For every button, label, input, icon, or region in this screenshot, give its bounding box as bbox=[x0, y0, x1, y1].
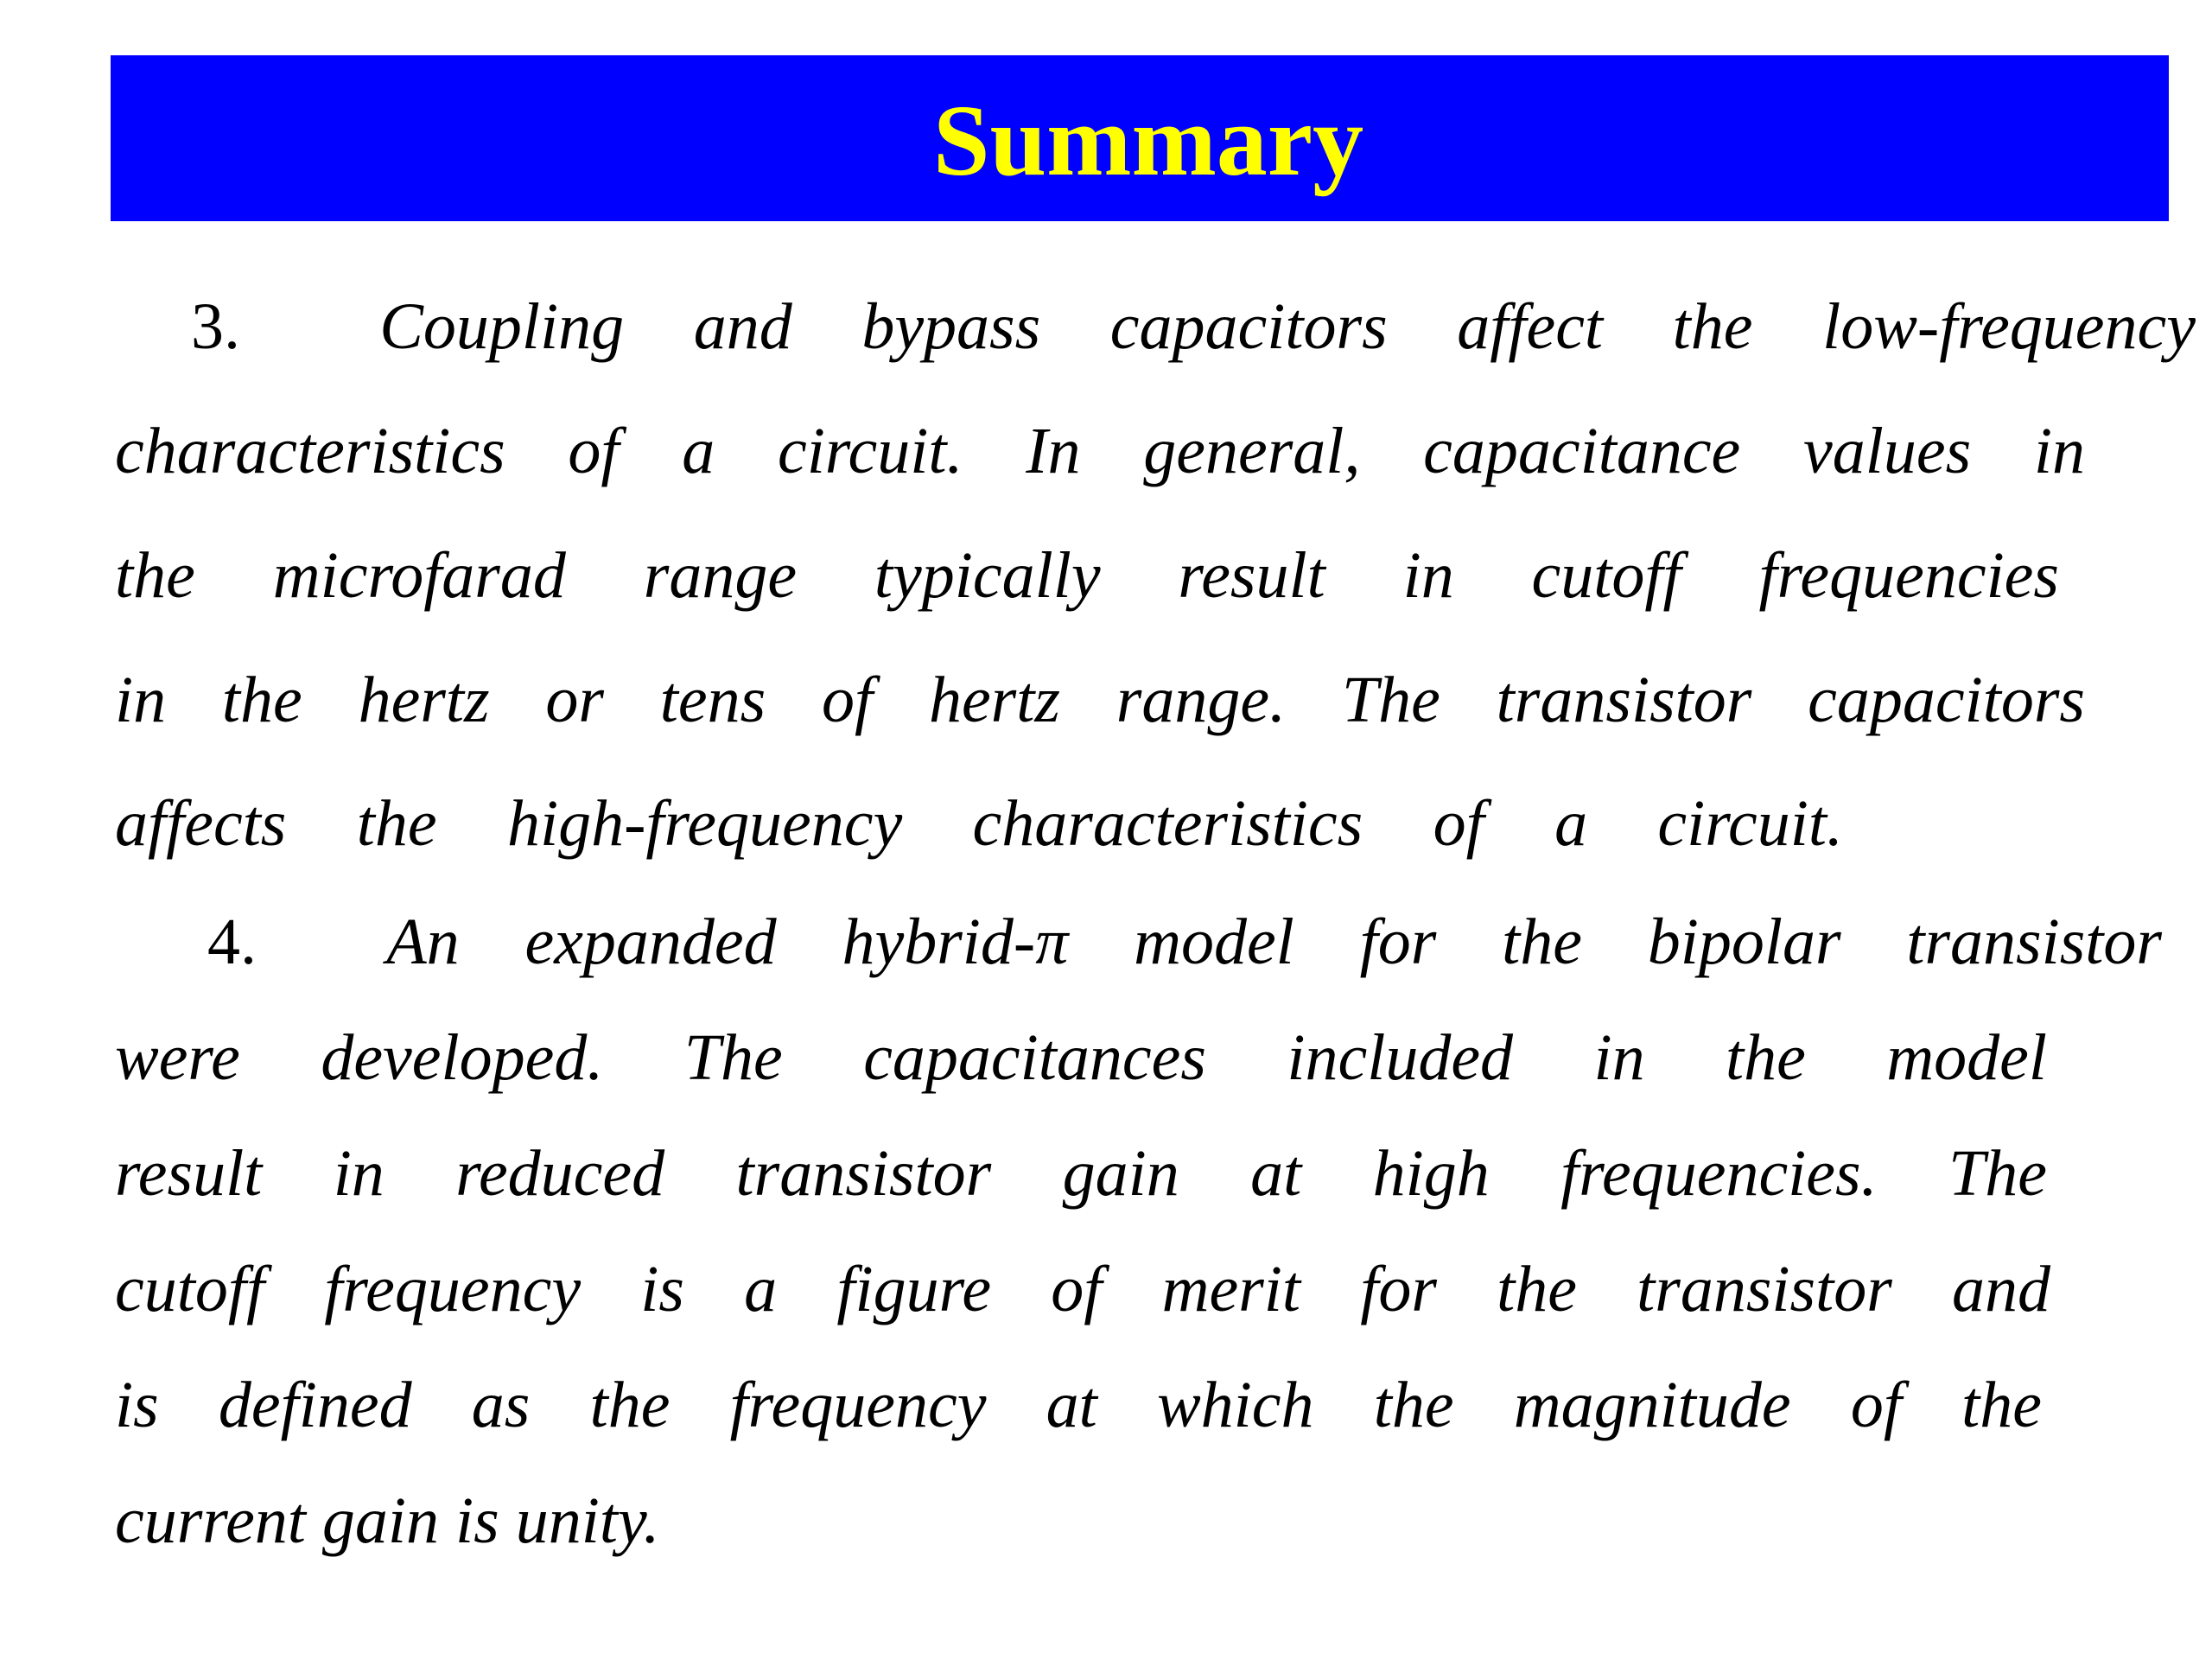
paragraph-3-line-1 bbox=[191, 283, 2196, 370]
paragraph-4-line-4: cutoff frequency is a figure of merit for the transistor and bbox=[115, 1253, 2050, 1325]
paragraph-3-line-3: the microfarad range typically result in cutoff frequencies bbox=[115, 539, 2059, 612]
paragraph-3-line-2: characteristics of a circuit. In general, capacitance values in bbox=[115, 415, 2085, 487]
paragraph-3-line-5: affects the high-frequency characteristics of a circuit. bbox=[115, 787, 1843, 860]
paragraph-4-text-line-1: An expanded hybrid-π model for the bipolar transistor bbox=[386, 906, 2162, 978]
paragraph-3-text-line-1: Coupling and bypass capacitors affect the low-frequency bbox=[379, 290, 2196, 363]
paragraph-4-line-2: were developed. The capacitances included in the model bbox=[115, 1021, 2047, 1094]
paragraph-4-line-5: is defined as the frequency at which the magnitude of the bbox=[115, 1369, 2042, 1441]
paragraph-4-number: 4. bbox=[207, 906, 257, 978]
slide-title: Summary bbox=[932, 84, 1364, 197]
paragraph-4-line-1 bbox=[207, 899, 2162, 985]
title-bar bbox=[111, 55, 2169, 221]
paragraph-4-line-3: result in reduced transistor gain at high frequencies. The bbox=[115, 1137, 2047, 1210]
paragraph-3-line-4: in the hertz or tens of hertz range. The transistor capacitors bbox=[115, 664, 2085, 736]
paragraph-4-line-6: current gain is unity. bbox=[115, 1484, 660, 1557]
paragraph-3-number: 3. bbox=[191, 290, 240, 363]
